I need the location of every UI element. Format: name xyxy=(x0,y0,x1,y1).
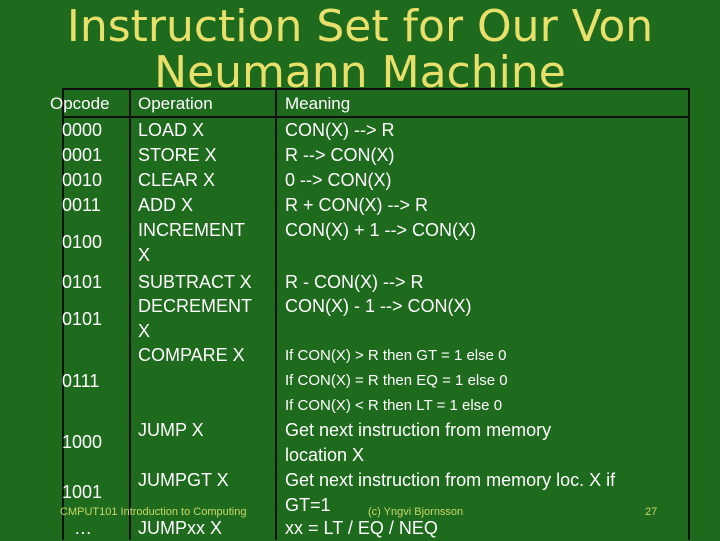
operation-cell: SUBTRACT X xyxy=(138,272,252,292)
meaning-cell: CON(X) + 1 --> CON(X) xyxy=(285,220,477,240)
operation-cell: LOAD X xyxy=(138,120,205,140)
meaning-cell: Get next instruction from memory location X xyxy=(285,420,552,465)
operation-cell: INCREMENT X xyxy=(138,220,245,265)
footer-page-number: 27 xyxy=(645,506,658,518)
opcode-cell: 0101 xyxy=(62,309,103,329)
opcode-cell: 1001 xyxy=(62,482,103,502)
operation-cell: DECREMENT X xyxy=(138,296,253,341)
operation-cell: CLEAR X xyxy=(138,170,216,190)
opcode-cell: … xyxy=(74,518,92,538)
meaning-cell: If CON(X) > R then GT = 1 else 0 If CON(X) = R then EQ = 1 else 0 If CON(X) < R then LT = 1 else 0 xyxy=(285,347,508,414)
meaning-cell: xx = LT / EQ / NEQ xyxy=(285,518,438,538)
operation-cell: JUMPxx X xyxy=(138,518,223,538)
operation-cell: JUMPGT X xyxy=(138,470,229,490)
header-opcode: Opcode xyxy=(50,94,110,113)
footer-author: (c) Yngvi Bjornsson xyxy=(368,506,464,518)
operation-cell: COMPARE X xyxy=(138,345,245,365)
header-meaning: Meaning xyxy=(285,94,351,113)
meaning-cell: CON(X) - 1 --> CON(X) xyxy=(285,296,472,316)
opcode-cell: 0011 xyxy=(62,195,101,215)
footer-course: CMPUT101 Introduction to Computing xyxy=(60,506,247,518)
meaning-cell: CON(X) --> R xyxy=(285,120,395,140)
operation-cell: ADD X xyxy=(138,195,194,215)
column-divider-1 xyxy=(129,88,131,540)
column-divider-2 xyxy=(275,88,277,540)
meaning-cell: 0 --> CON(X) xyxy=(285,170,392,190)
opcode-cell: 0001 xyxy=(62,145,103,165)
opcode-cell: 1000 xyxy=(62,432,103,452)
operation-cell: JUMP X xyxy=(138,420,204,440)
slide-title: Instruction Set for Our Von Neumann Machine xyxy=(66,1,654,98)
header-operation: Operation xyxy=(138,94,213,113)
meaning-cell: R --> CON(X) xyxy=(285,145,395,165)
opcode-cell: 0010 xyxy=(62,170,103,190)
opcode-cell: 0101 xyxy=(62,272,103,292)
meaning-cell: R + CON(X) --> R xyxy=(285,195,429,215)
opcode-cell: 0000 xyxy=(62,120,103,140)
opcode-cell: 0111 xyxy=(62,371,100,391)
meaning-cell: R - CON(X) --> R xyxy=(285,272,424,292)
meaning-cell: Get next instruction from memory loc. X if GT=1 xyxy=(285,470,616,515)
opcode-cell: 0100 xyxy=(62,232,103,252)
operation-cell: STORE X xyxy=(138,145,217,165)
